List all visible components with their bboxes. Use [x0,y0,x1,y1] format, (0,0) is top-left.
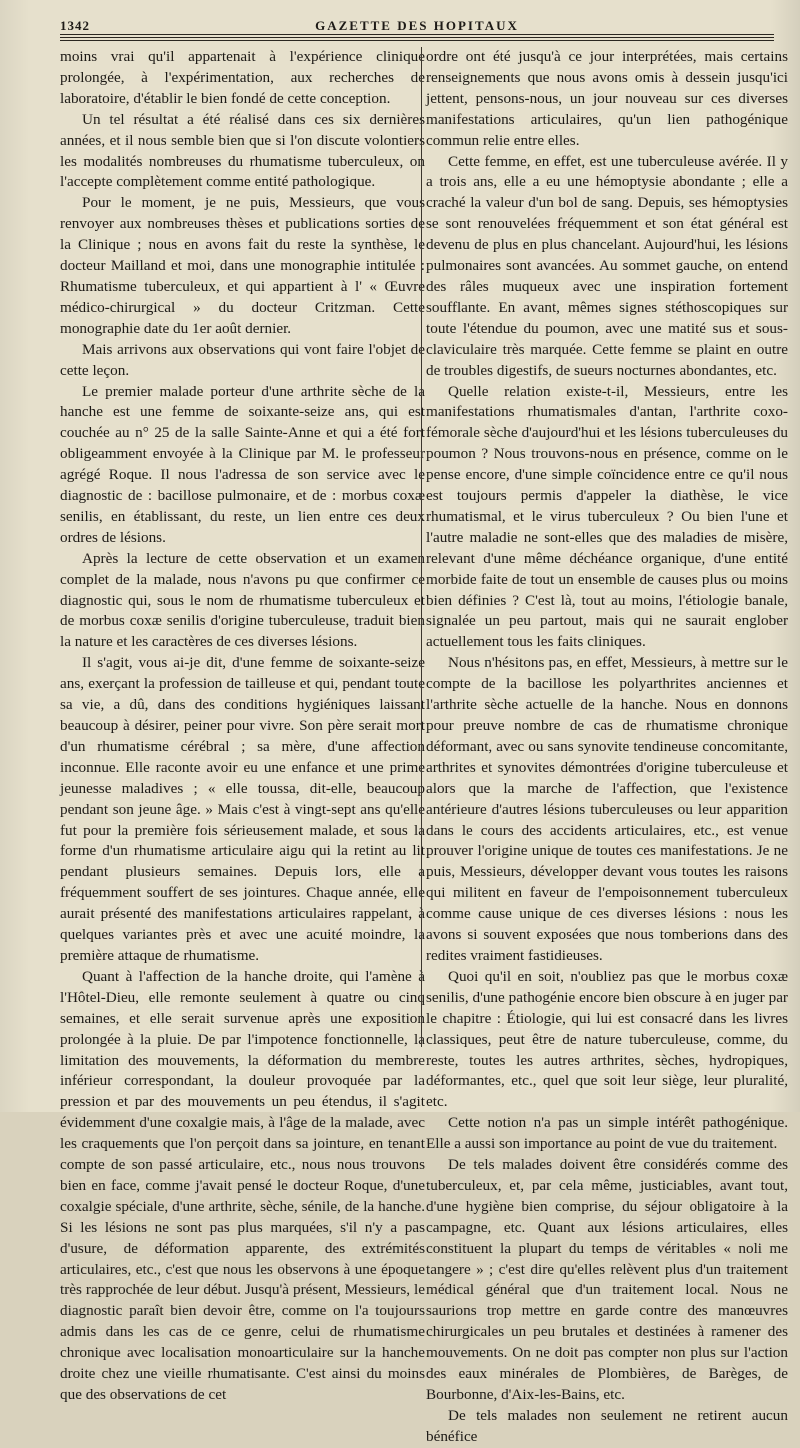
header-rule-top [60,34,774,35]
paragraph: ordre ont été jusqu'à ce jour interprétées, mais certains renseignements que nous avons omis à dessein jusqu'ici jettent, pensons-nous, un jour nouveau sur ces diverses manifestations articulaires, qu'un lien pathogénique commun relie entre elles. [426,48,788,149]
paragraph: Cette notion n'a pas un simple intérêt pathogénique. Elle a aussi son importance au point de vue du traitement. [426,1114,788,1153]
paragraph: moins vrai qu'il appartenait à l'expérience clinique prolongée, à l'expérimentation, aux recherches de laboratoire, d'établir le bien fondé de cette conception. [60,48,425,107]
paragraph: Quoi qu'il en soit, n'oubliez pas que le morbus coxæ senilis, d'une pathogénie encore bien obscure à en juger par le chapitre : Étiologie, qui lui est consacré dans les livres classiques, peut être de nature tuberculeuse, comme, du reste, toutes les autres arthrites, sèches, hydropiques, déformantes, etc., quel que soit leur siège, leur pluralité, etc. [426,967,788,1111]
header-rule-middle [60,37,774,38]
paragraph: Le premier malade porteur d'une arthrite sèche de la hanche est une femme de soixante-seize ans, qui est couchée au n° 25 de la salle Sainte-Anne et qui a été fort obligeamment envoyée à la Clinique par M. le professeur agrégé Roque. Il nous l'adressa de son service avec le diagnostic de : bacillose pulmonaire, et de : morbus coxæ senilis, en établissant, du reste, un lien entre ces deux ordres de lésions. [60,382,425,546]
paragraph: Quelle relation existe-t-il, Messieurs, entre les manifestations rhumatismales d'antan, l'arthrite coxo-fémorale sèche d'aujourd'hui et les lésions tuberculeuses du poumon ? Nous trouvons-nous en présence, comme on le pense encore, d'une simple coïncidence entre ce qu'il nous est toujours permis d'appeler la diathèse, le vice rhumatismal, et le virus tuberculeux ? Ou bien l'une et l'autre maladie ne sont-elles que des maladies de misère, relevant d'une même déchéance organique, d'une entité morbide faite de tout un ensemble de causes plus ou moins bien définies ? C'est là, tout au moins, l'étiologie banale, signalée un peu partout, mais qui ne saurait englober actuellement tous les faits cliniques. [426,382,788,651]
header-rule-bottom [60,40,774,41]
paragraph: De tels malades non seulement ne retirent aucun bénéfice [426,1406,788,1445]
paragraph: Cette femme, en effet, est une tuberculeuse avérée. Il y a trois ans, elle a eu une hémoptysie abondante ; elle a craché la valeur d'un bol de sang. Depuis, ses hémoptysies se sont renouvelées fréquemment et son état général est devenu de plus en plus chancelant. Aujourd'hui, les lésions pulmonaires sont avancées. Au sommet gauche, on entend des râles muqueux avec une inspiration fortement soufflante. En avant, mêmes signes stéthoscopiques sur toute l'étendue du poumon, avec une matité sus et sous-claviculaire très marquée. Cette femme se plaint en outre de troubles digestifs, de sueurs nocturnes abondantes, etc. [426,152,788,379]
paragraph: Un tel résultat a été réalisé dans ces six dernières années, et il nous semble bien que si l'on discute volontiers les modalités nombreuses du rhumatisme tuberculeux, on l'accepte complètement comme entité pathologique. [60,110,425,191]
page-number: 1342 [60,18,90,33]
right-column [426,47,788,1445]
paragraph: Après la lecture de cette observation et un examen complet de la malade, nous n'avons pu que confirmer ce diagnostic qui, sous le nom de rhumatisme tuberculeux et de morbus coxæ senilis d'origine tuberculeuse, traduit bien la nature et les caractères de ces diverses lésions. [60,549,425,651]
paragraph: Nous n'hésitons pas, en effet, Messieurs, à mettre sur le compte de la bacillose les polyarthrites anciennes et l'arthrite sèche actuelle de la hanche. Nous en donnons pour preuve nombre de cas de rhumatisme chronique déformant, avec ou sans synovite tendineuse concomitante, arthrites et synovites démontrées d'origine tuberculeuse et alors que la marche de l'affection, que l'existence antérieure d'autres lésions tuberculeuses ou leur apparition dans le cours des accidents articulaires, etc., est venue prouver l'origine unique de toutes ces manifestations. Je ne puis, Messieurs, développer devant vous toutes les raisons qui militent en faveur de l'empoisonnement tuberculeux comme cause unique de ces diverses lésions : nous les avons si souvent exposées que nous tomberions dans des redites vraiment fastidieuses. [426,654,788,964]
paragraph: De tels malades doivent être considérés comme des tuberculeux, et, par cela même, justiciables, avant tout, d'une hygiène bien comprise, du séjour obligatoire à la campagne, etc. Quant aux lésions articulaires, elles constituent la plupart du temps de véritables « noli me tangere » ; c'est dire qu'elles relèvent plus d'un traitement médical général que d'un traitement local. Nous ne saurions trop mettre en garde contre des manœuvres chirurgicales un peu brutales et destinées à ramener des mouvements. On ne doit pas compter non plus sur l'action des eaux minérales de Plombières, de Barèges, de Bourbonne, d'Aix-les-Bains, etc. [426,1156,788,1403]
paragraph: Quant à l'affection de la hanche droite, qui l'amène à l'Hôtel-Dieu, elle remonte seulement à quatre ou cinq semaines, et elle serait survenue après une exposition prolongée à la pluie. De par l'impotence fonctionnelle, la limitation des mouvements, la déformation du membre inférieur correspondant, la douleur provoquée par la pression et par des mouvements un peu étendus, il s'agit évidemment d'une coxalgie mais, à l'âge de la malade, avec les craquements que l'on perçoit dans sa jointure, en tenant compte de son passé articulaire, etc., nous nous trouvons bien en face, comme j'avait pensé le docteur Roque, d'une coxalgie spéciale, d'une arthrite, sèche, sénile, de la hanche. Si les lésions ne sont pas plus marquées, s'il n'y a pas d'usure, de déformation apparente, des extrémités articulaires, etc., c'est que nous les observons à une époque très rapprochée de leur début. Jusqu'à présent, Messieurs, le diagnostic paraît bien devoir être, comme on l'a toujours admis dans les cas de ce genre, celui de rhumatisme chronique avec localisation monoarticulaire sur la hanche droite chez une vieille rhumatisante. C'est ainsi du moins que des observations de cet [60,967,425,1403]
page-header [60,14,774,36]
paragraph: Pour le moment, je ne puis, Messieurs, que vous renvoyer aux nombreuses thèses et publications sorties de la Clinique ; nous en avons fait du reste la synthèse, le docteur Mailland et moi, dans une monographie intitulée : Rhumatisme tuberculeux, et qui appartient à l' « Œuvre médico-chirurgical » du docteur Critzman. Cette monographie date du 1er août dernier. [60,194,425,337]
left-column [60,47,425,1403]
running-title: GAZETTE DES HOPITAUX [315,18,519,33]
column-divider [421,47,422,1047]
paragraph: Il s'agit, vous ai-je dit, d'une femme de soixante-seize ans, exerçant la profession de tailleuse et qui, pendant toute sa vie, a dû, dans des conditions hygiéniques laissant beaucoup à désirer, peiner pour vivre. Son père serait mort d'un rhumatisme cérébral ; sa mère, d'une affection inconnue. Elle raconte avoir eu une enfance et une prime jeunesse maladives ; « elle toussa, dit-elle, beaucoup pendant son jeune âge. » Mais c'est à vingt-sept ans qu'elle fut pour la première fois sérieusement malade, et sous la forme d'un rhumatisme articulaire aigu qui la retint au lit pendant plusieurs semaines. Depuis lors, elle a fréquemment souffert de ses jointures. Chaque année, elle aurait présenté des manifestations articulaires rappelant, à quelques variantes près et avec une acuité moindre, la première attaque de rhumatisme. [60,654,425,964]
paragraph: Mais arrivons aux observations qui vont faire l'objet de cette leçon. [60,340,425,379]
